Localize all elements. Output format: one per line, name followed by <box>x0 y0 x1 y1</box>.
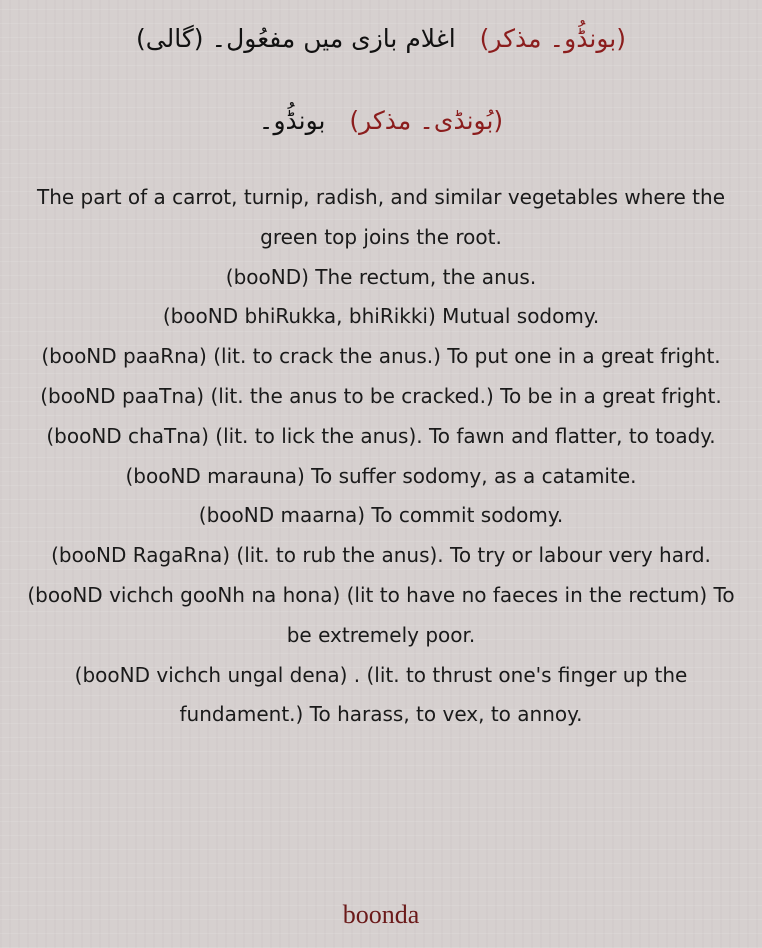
headword-footer: boonda <box>342 900 420 929</box>
urdu-meaning-text: اغلام بازی میں مفعُول۔ (گالی) <box>136 24 456 53</box>
definition-line: (booND vichch gooNh na hona) (lit to have no faeces in the rectum) To be extremely poor. <box>27 582 735 647</box>
urdu-meaning-text: بونڈُو۔ <box>258 106 326 135</box>
urdu-grammar-tag: (بُونڈی۔ مذکر) <box>349 106 504 135</box>
definition-line: (booND vichch ungal dena) . (lit. to thrust one's finger up the fundament.) To harass, to vex, to annoy. <box>74 662 688 727</box>
english-definitions <box>22 178 740 735</box>
definition-line: (booND maarna) To commit sodomy. <box>198 503 564 528</box>
urdu-grammar-tag: (بونڈُو۔ مذکر) <box>479 24 626 53</box>
definition-line: (booND RagaRna) (lit. to rub the anus). To try or labour very hard. <box>51 543 711 568</box>
definition-line: (booND chaTna) (lit. to lick the anus). To fawn and flatter, to toady. <box>46 423 716 448</box>
definition-line: (booND paaTna) (lit. the anus to be cracked.) To be in a great fright. <box>40 383 722 408</box>
definition-line: (booND bhiRukka, bhiRikki) Mutual sodomy. <box>162 304 600 329</box>
definition-line: (booND marauna) To suffer sodomy, as a catamite. <box>125 463 637 488</box>
definition-line: The part of a carrot, turnip, radish, and similar vegetables where the green top joins the root. <box>36 185 726 249</box>
urdu-heading-line-2 <box>0 106 762 135</box>
urdu-heading-line-1 <box>0 24 762 53</box>
definition-line: (booND paaRna) (lit. to crack the anus.) To put one in a great fright. <box>41 344 721 369</box>
definition-line: (booND) The rectum, the anus. <box>225 264 537 289</box>
